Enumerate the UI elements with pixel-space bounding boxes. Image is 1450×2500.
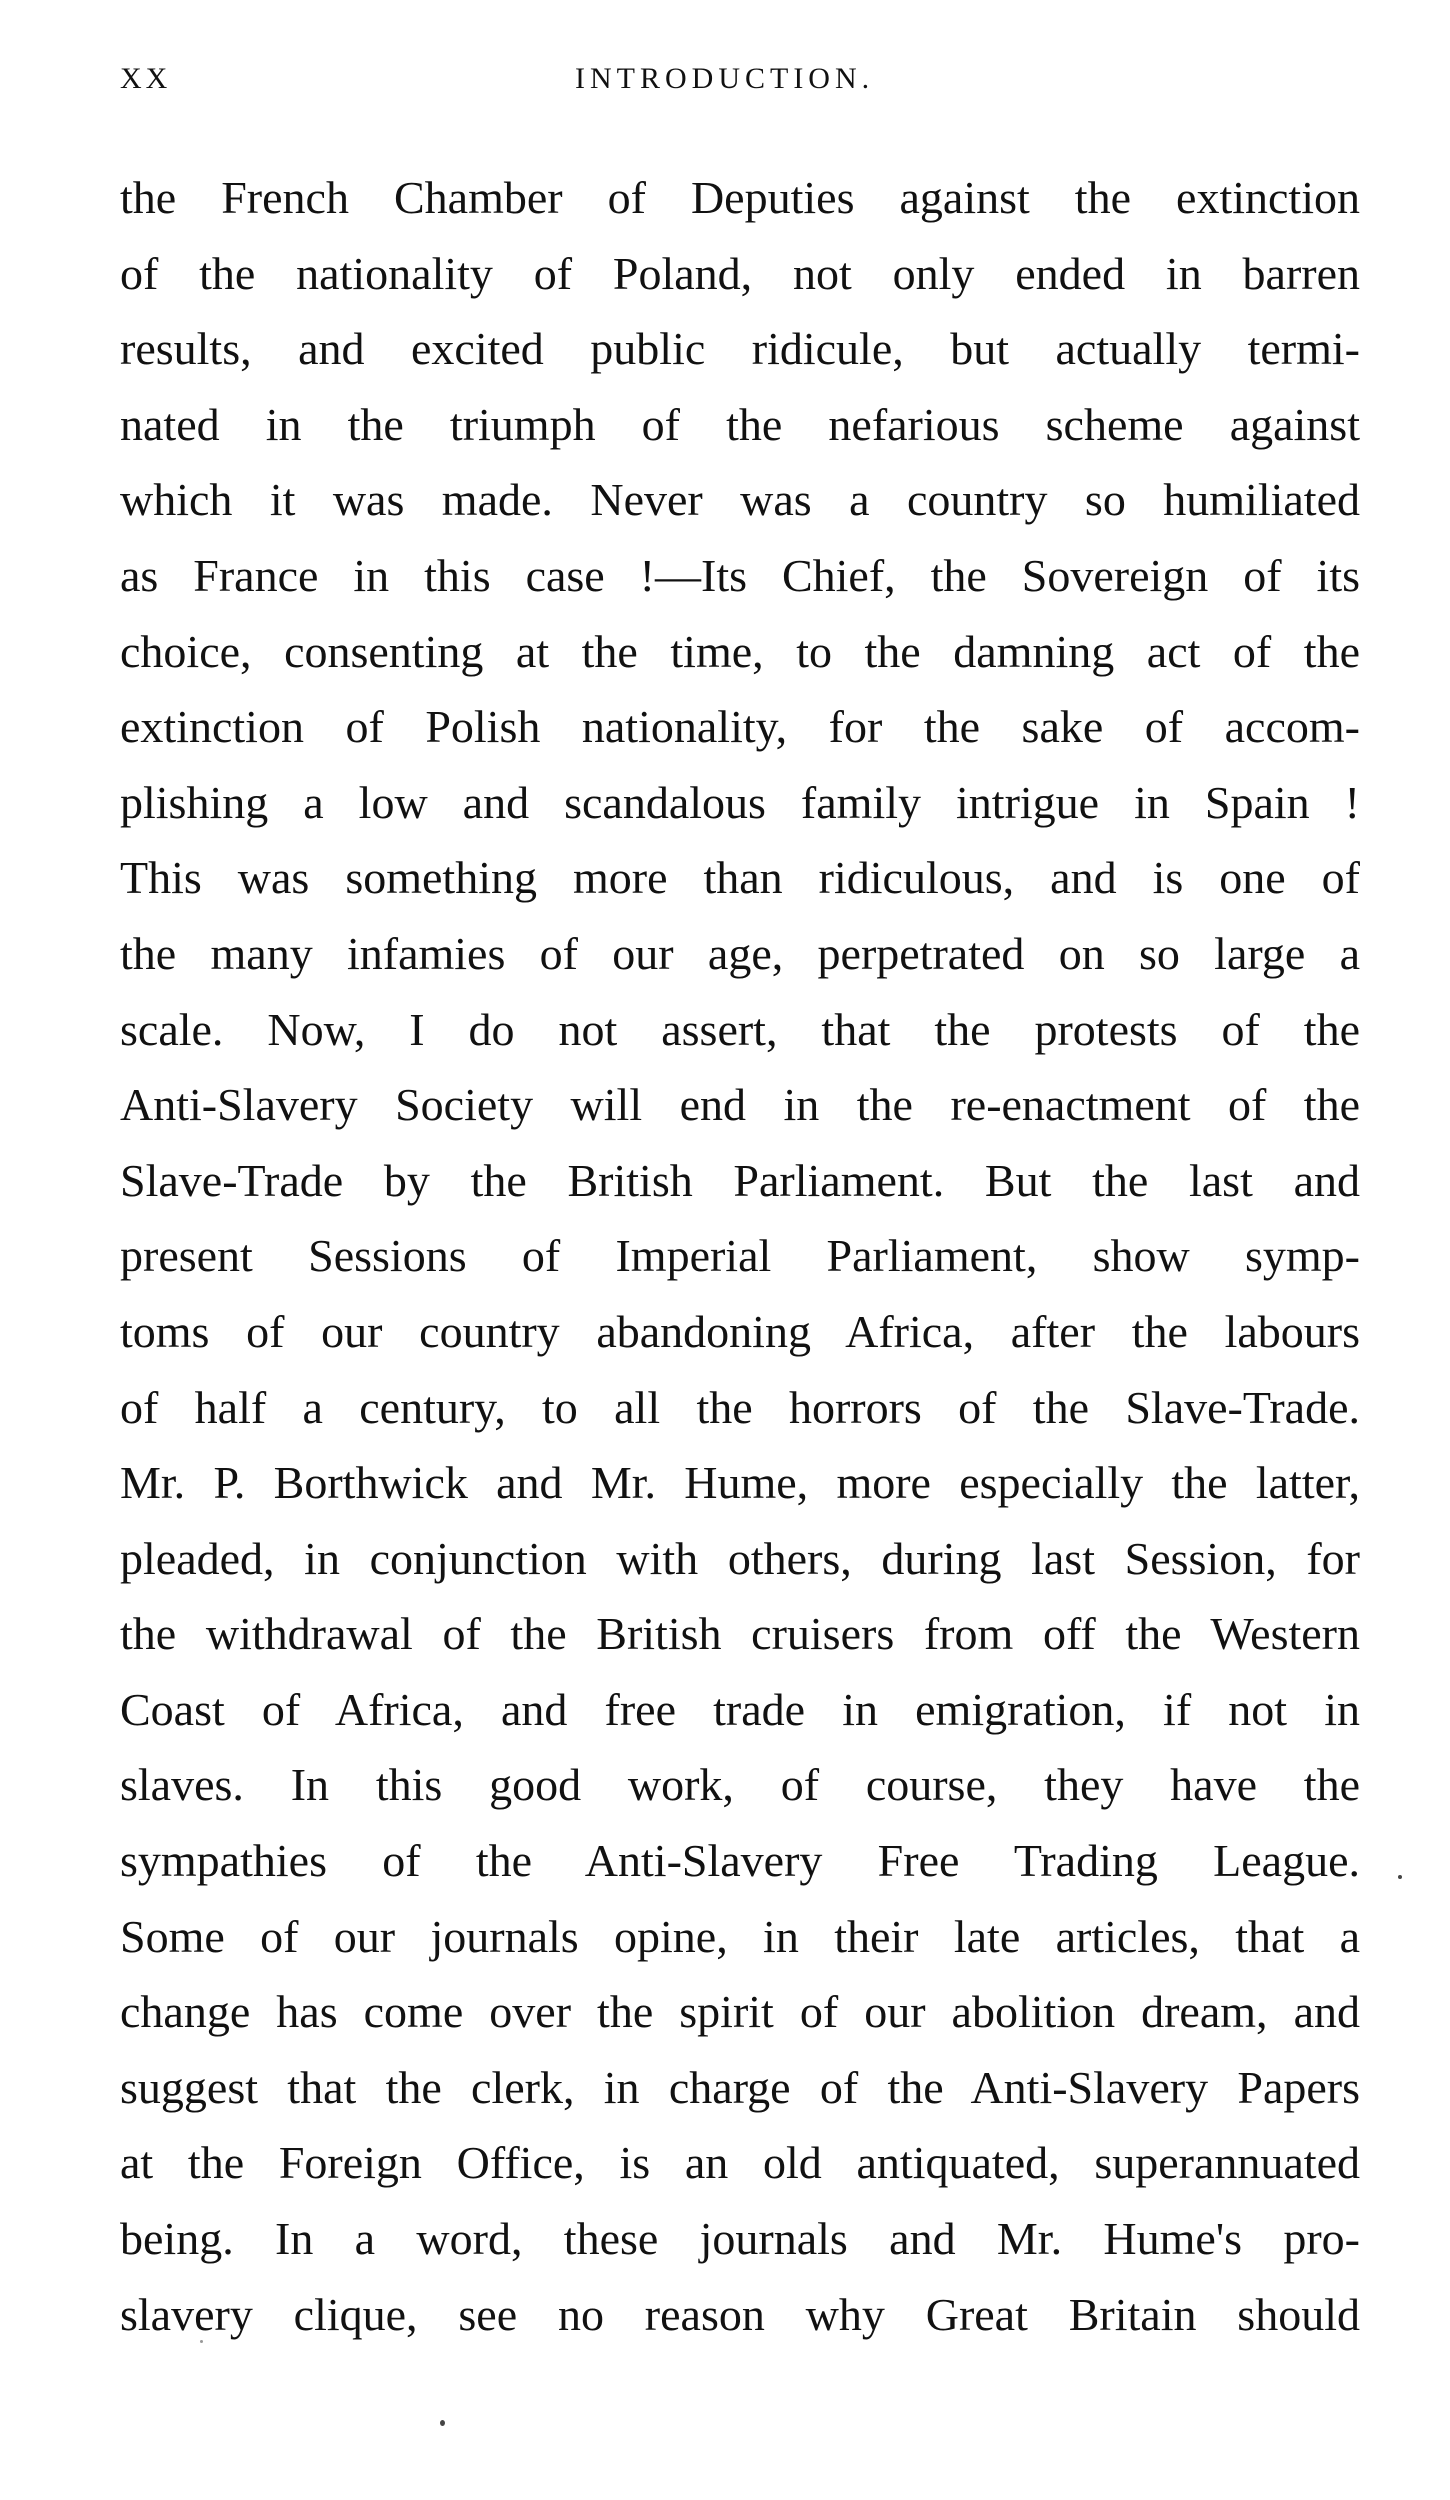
text-line: nated in the triumph of the nefarious scheme against [120, 398, 1360, 450]
scan-speck [200, 2340, 203, 2343]
text-line: suggest that the clerk, in charge of the Anti-Slavery Papers [120, 2061, 1360, 2113]
text-line: Mr. P. Borthwick and Mr. Hume, more especially the latter, [120, 1457, 1360, 1509]
text-line: scale. Now, I do not assert, that the protests of the [120, 1003, 1360, 1055]
text-line: the many infamies of our age, perpetrated on so large a [120, 927, 1360, 979]
text-line: the French Chamber of Deputies against the extinction [120, 172, 1360, 223]
text-line: slavery clique, see no reason why Great Britain should [120, 2288, 1360, 2340]
text-line: of the nationality of Poland, not only ended in barren [120, 247, 1360, 299]
text-line: Slave-Trade by the British Parliament. But the last and [120, 1154, 1360, 1206]
text-line: plishing a low and scandalous family intrigue in Spain ! [120, 776, 1360, 828]
text-line: sympathies of the Anti-Slavery Free Trading League. [120, 1835, 1360, 1887]
text-line: Anti-Slavery Society will end in the re-enactment of the [120, 1079, 1360, 1131]
text-line: of half a century, to all the horrors of the Slave-Trade. [120, 1381, 1360, 1433]
scan-speck [440, 2420, 445, 2426]
text-line: Coast of Africa, and free trade in emigration, if not in [120, 1683, 1360, 1735]
text-line: choice, consenting at the time, to the damning act of the [120, 625, 1360, 677]
text-line: which it was made. Never was a country so humiliated [120, 474, 1360, 526]
scan-speck [1398, 1875, 1402, 1879]
text-line: This was something more than ridiculous, and is one of [120, 852, 1360, 904]
text-line: being. In a word, these journals and Mr. Hume's pro- [120, 2213, 1360, 2265]
text-line: slaves. In this good work, of course, they have the [120, 1759, 1360, 1811]
text-line: the withdrawal of the British cruisers from off the Western [120, 1608, 1360, 1660]
page-number: XX [120, 62, 172, 95]
text-line: extinction of Polish nationality, for the sake of accom- [120, 701, 1360, 753]
text-line: change has come over the spirit of our abolition dream, and [120, 1986, 1360, 2038]
text-line: pleaded, in conjunction with others, during last Session, for [120, 1532, 1360, 1584]
running-title: INTRODUCTION. [575, 62, 875, 95]
text-line: present Sessions of Imperial Parliament, show symp- [120, 1230, 1360, 1282]
text-line: Some of our journals opine, in their late articles, that a [120, 1910, 1360, 1962]
text-line: results, and excited public ridicule, but actually termi- [120, 323, 1360, 375]
running-head [120, 62, 1360, 112]
text-line: at the Foreign Office, is an old antiquated, superannuated [120, 2137, 1360, 2189]
body-text [120, 160, 1360, 2352]
text-line: as France in this case !—Its Chief, the Sovereign of its [120, 549, 1360, 601]
text-line: toms of our country abandoning Africa, after the labours [120, 1305, 1360, 1357]
